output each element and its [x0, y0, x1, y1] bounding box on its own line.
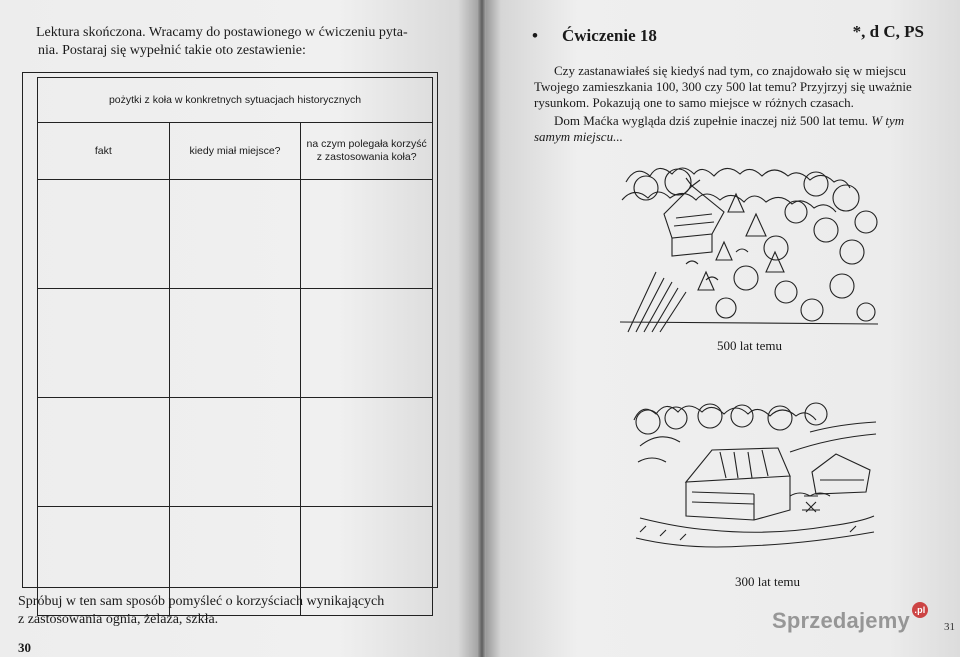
paragraph-2-text: Dom Maćka wygląda dziś zupełnie inaczej niż 500 lat temu.	[554, 113, 869, 128]
column-header-when: kiedy miał miejsce?	[169, 123, 301, 180]
summary-table-frame	[22, 72, 438, 588]
exercise-code: *, d C, PS	[852, 22, 924, 41]
hut-sketch-illustration	[630, 392, 880, 556]
paragraph-2	[534, 113, 926, 145]
table-cell[interactable]	[38, 289, 170, 398]
table-row	[38, 289, 433, 398]
page-number-right: 31	[944, 621, 955, 633]
table-cell[interactable]	[38, 398, 170, 507]
paragraph-1	[534, 63, 926, 111]
table-header: pożytki z koła w konkretnych sytuacjach historycznych	[38, 78, 433, 123]
column-header-benefit: na czym polegała korzyść z zastosowania koła?	[301, 123, 433, 180]
page-number-left: 30	[18, 640, 31, 655]
table-cell[interactable]	[169, 289, 301, 398]
intro-text	[36, 24, 436, 60]
outro-line-1: Spróbuj w ten sam sposób pomyśleć o korzyściach wynikających	[18, 594, 385, 609]
table-cell[interactable]	[38, 180, 170, 289]
table-row	[38, 180, 433, 289]
column-header-fact: fakt	[38, 123, 170, 180]
table-cell[interactable]	[301, 289, 433, 398]
watermark-badge: .pl	[912, 602, 928, 618]
table-cell[interactable]	[301, 180, 433, 289]
caption-300-years: 300 lat temu	[735, 574, 800, 589]
caption-500-years: 500 lat temu	[717, 338, 782, 353]
intro-line-1: Lektura skończona. Wracamy do postawionego w ćwiczeniu pyta-	[36, 25, 408, 40]
paragraph-2-italic: W tym samym miejscu...	[534, 113, 905, 144]
watermark	[772, 605, 928, 634]
outro-line-2: z zastosowania ognia, żelaza, szkła.	[18, 612, 219, 627]
bullet-icon: •	[532, 26, 538, 45]
table-row	[38, 398, 433, 507]
summary-table	[37, 77, 433, 616]
table-cell[interactable]	[301, 398, 433, 507]
book-spine	[478, 0, 486, 657]
outro-text	[18, 593, 438, 629]
table-cell[interactable]	[169, 180, 301, 289]
intro-line-2: nia. Postaraj się wypełnić takie oto zestawienie:	[38, 43, 306, 58]
exercise-title: Ćwiczenie 18	[562, 26, 657, 45]
paragraph-1-text: Czy zastanawiałeś się kiedyś nad tym, co znajdowało się w miejscu Twojego zamieszkania 100, 300 czy 500 lat temu? Przyjrzyj się uważnie rysunkom. Pokazują one to samo miejsce w różnych czasach.	[534, 63, 912, 110]
table-cell[interactable]	[169, 398, 301, 507]
watermark-text: Sprzedajemy	[772, 608, 910, 633]
forest-sketch-illustration	[616, 152, 882, 336]
